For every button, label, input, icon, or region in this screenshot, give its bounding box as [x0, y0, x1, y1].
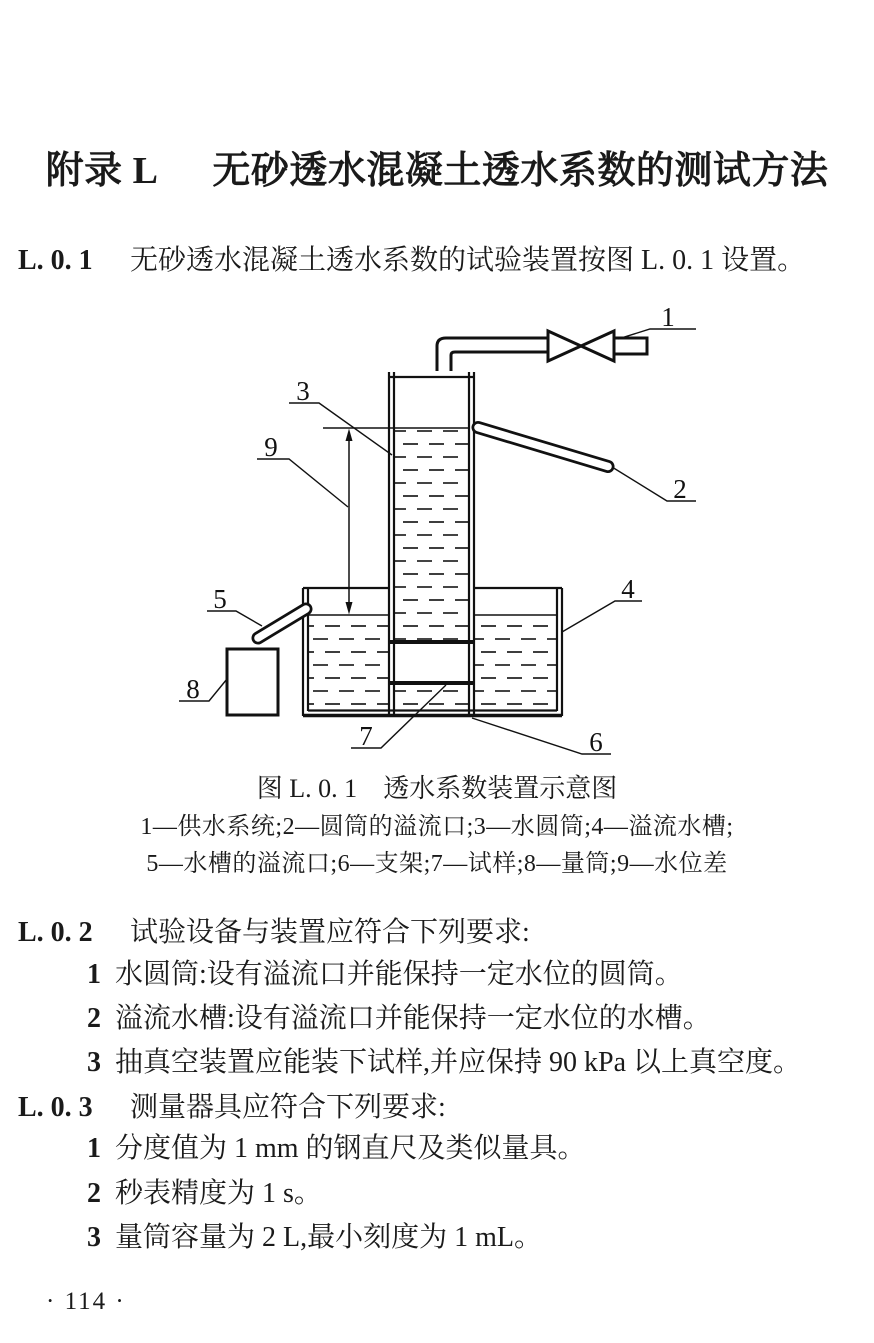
- page-title-text: 无砂透水混凝土透水系数的测试方法: [212, 150, 829, 192]
- section-number: L. 0. 3: [18, 1092, 93, 1123]
- page-title: [0, 148, 874, 194]
- section-text: 测量器具应符合下列要求:: [130, 1092, 446, 1123]
- item-number: 1: [87, 959, 101, 990]
- figure-legend-line-1: 1—供水系统;2—圆筒的溢流口;3—水圆筒;4—溢流水槽;: [140, 814, 734, 840]
- water-texture: [308, 430, 557, 709]
- item-text: 量筒容量为 2 L,最小刻度为 1 mL。: [115, 1222, 542, 1253]
- part-label-5: 5: [213, 584, 227, 614]
- section-number: L. 0. 2: [18, 917, 93, 948]
- item-number: 3: [87, 1222, 101, 1253]
- supply-valve-icon: [548, 331, 647, 361]
- item-number: 2: [87, 1178, 101, 1209]
- trough-overflow-pipe: [258, 609, 306, 638]
- part-label-9: 9: [264, 432, 278, 462]
- part-label-7: 7: [359, 721, 373, 751]
- figure-number: 图 L. 0. 1: [256, 774, 358, 803]
- item-text: 水圆筒:设有溢流口并能保持一定水位的圆筒。: [115, 959, 683, 990]
- section-number: L. 0. 1: [18, 245, 93, 276]
- item-text: 分度值为 1 mm 的钢直尺及类似量具。: [115, 1133, 586, 1164]
- part-label-2: 2: [673, 474, 687, 504]
- part-label-8: 8: [186, 674, 200, 704]
- part-label-1: 1: [661, 302, 675, 332]
- figure-legend-line-2: 5—水槽的溢流口;6—支架;7—试样;8—量筒;9—水位差: [146, 851, 728, 877]
- water-level-arrow: [346, 429, 353, 615]
- section-text: 试验设备与装置应符合下列要求:: [130, 917, 530, 948]
- item-text: 溢流水槽:设有溢流口并能保持一定水位的水槽。: [115, 1003, 711, 1034]
- supply-pipe: [437, 338, 548, 371]
- apparatus-diagram: [0, 295, 874, 765]
- item-text: 秒表精度为 1 s。: [115, 1178, 322, 1209]
- measuring-cylinder: [227, 649, 278, 715]
- item-number: 2: [87, 1003, 101, 1034]
- figure-title: 透水系数装置示意图: [383, 774, 618, 803]
- figure-caption: [0, 773, 874, 805]
- page-number: · 114 ·: [46, 1288, 126, 1315]
- section-text: 无砂透水混凝土透水系数的试验装置按图 L. 0. 1 设置。: [130, 245, 806, 276]
- appendix-label: 附录 L: [45, 150, 159, 192]
- part-label-6: 6: [589, 727, 603, 757]
- arrowhead-down-icon: [346, 602, 353, 615]
- specimen: [389, 642, 474, 683]
- item-number: 3: [87, 1047, 101, 1078]
- item-text: 抽真空装置应能装下试样,并应保持 90 kPa 以上真空度。: [115, 1047, 802, 1078]
- part-label-3: 3: [296, 376, 310, 406]
- part-label-4: 4: [621, 574, 635, 604]
- item-number: 1: [87, 1133, 101, 1164]
- cylinder-overflow-pipe: [478, 428, 608, 467]
- arrowhead-up-icon: [346, 429, 353, 442]
